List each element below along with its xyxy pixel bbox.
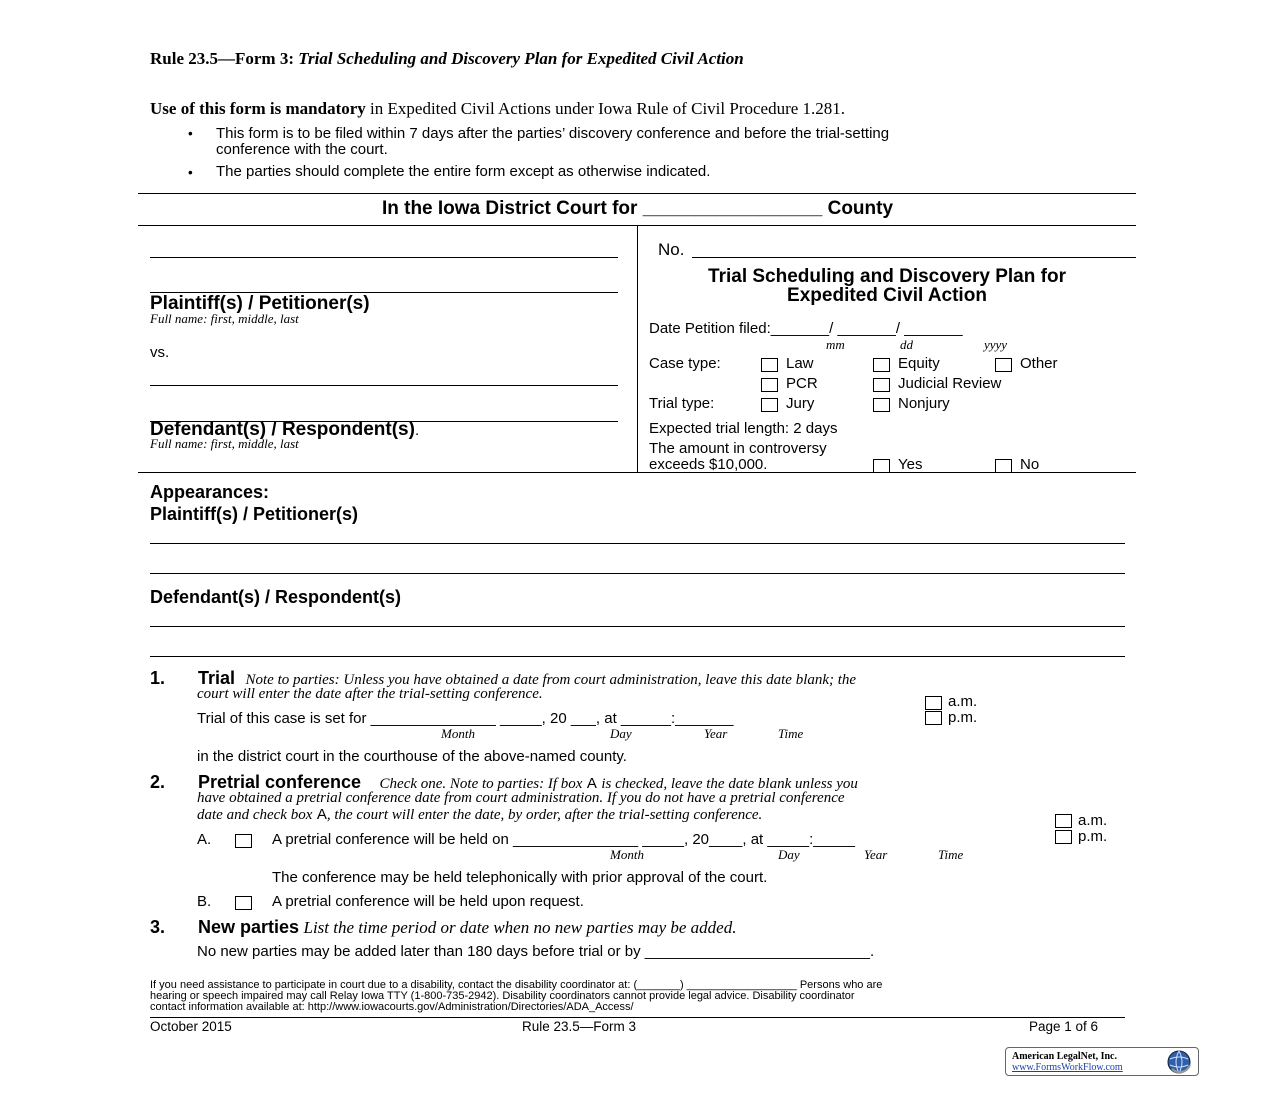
date-dd-label: dd [900,337,913,352]
pretrial-option-a-checkbox[interactable] [235,834,252,848]
trial-year-label: Year [704,726,728,741]
versus: vs. [150,344,170,361]
new-parties-line[interactable]: No new parties may be added later than 180 days before trial or by ___________________________. [197,943,875,960]
controversy-no-checkbox[interactable] [995,459,1012,473]
pretrial-am-checkbox[interactable] [1055,814,1072,828]
trial-pm-checkbox[interactable] [925,711,942,725]
pretrial-option-b-checkbox[interactable] [235,896,252,910]
pretrial-am: a.m. [1078,812,1108,829]
pretrial-day-label: Day [778,847,800,862]
mandatory-rest: in Expedited Civil Actions under Iowa Rule of Civil Procedure 1.281. [370,99,846,118]
trial-type-nonjury-checkbox[interactable] [873,398,890,412]
plaintiff-fullname-hint: Full name: first, middle, last [150,311,299,326]
bullet-1-line-2: conference with the court. [216,141,388,158]
court-prefix: In the Iowa District Court for [381,198,638,219]
new-parties-note: List the time period or date when no new parties may be added. [303,918,737,937]
appearances-title: Appearances: [150,482,270,502]
logo-name: American LegalNet, Inc. [1012,1051,1117,1062]
trial-note-2: court will enter the date after the trial-setting conference. [197,686,543,702]
logo-url[interactable]: www.FormsWorkFlow.com [1012,1062,1123,1073]
disability-line-2: hearing or speech impaired may call Relay Iowa TTY (1-800-735-2942). Disability coordinators cannot provide legal advice. Disability coordinator [150,990,855,1002]
disability-line-3: contact information available at: http://www.iowacourts.gov/Administration/Directories/ADA_Access/ [150,1001,634,1013]
mandatory-notice [150,99,845,119]
appearance-plaintiff-line-2[interactable] [150,573,1125,574]
trial-date-line[interactable]: Trial of this case is set for _______________ _____, 20 ___, at ______:_______ [197,710,734,727]
pretrial-year-label: Year [864,847,888,862]
date-mm-label: mm [826,337,845,352]
expected-trial-length: Expected trial length: 2 days [649,420,838,437]
form-header [150,49,744,69]
controversy-line-2: exceeds $10,000. [649,456,768,473]
case-type-pcr: PCR [786,375,818,392]
trial-am-checkbox[interactable] [925,696,942,710]
bullet-icon: • [188,126,193,141]
pretrial-note-3-box-a: A [316,806,327,823]
pretrial-note-box-a: A [586,775,597,792]
appearance-defendant-line-2[interactable] [150,656,1125,657]
county-field[interactable]: _________________ [642,198,823,219]
trial-number: 1. [150,668,166,688]
trial-day-label: Day [610,726,632,741]
defendant-name-line-1[interactable] [150,385,618,386]
case-type-judicial-review-checkbox[interactable] [873,378,890,392]
appearance-defendant-line-1[interactable] [150,626,1125,627]
case-type-judicial-review: Judicial Review [898,375,1002,392]
date-yyyy-label: yyyy [984,337,1008,352]
case-number-label: No. [658,240,685,259]
new-parties-number: 3. [150,917,166,937]
defendant-label-text: Defendant(s) / Respondent(s) [150,419,415,440]
caption-bottom-rule [138,472,1136,473]
case-type-other: Other [1020,355,1058,372]
case-type-equity-checkbox[interactable] [873,358,890,372]
trial-note-1: Note to parties: Unless you have obtained a date from court administration, leave this date blank; the [245,672,857,688]
footer-form: Rule 23.5—Form 3 [522,1019,637,1034]
appearance-plaintiff-line-1[interactable] [150,543,1125,544]
caption-divider [637,226,638,473]
plaintiff-name-line-1[interactable] [150,257,618,258]
footer-date: October 2015 [150,1019,232,1034]
case-type-law-checkbox[interactable] [761,358,778,372]
footer-rule [150,1017,1125,1018]
case-type-law: Law [786,355,814,372]
pretrial-note-1b: is checked, leave the date blank unless you [601,776,858,792]
pretrial-pm: p.m. [1078,828,1108,845]
appearances-defendant: Defendant(s) / Respondent(s) [150,587,402,607]
controversy-no: No [1020,456,1040,473]
trial-type-jury-checkbox[interactable] [761,398,778,412]
date-petition-filed[interactable]: Date Petition filed:_______/ _______/ _______ [649,320,963,337]
case-number-field[interactable] [692,257,1136,258]
pretrial-option-a-text[interactable]: A pretrial conference will be held on _______________ _____, 20____, at _____:_____ [272,831,855,848]
bullet-1-line-1: This form is to be filed within 7 days after the parties’ discovery conference and before the trial-setting [216,125,890,142]
pretrial-note-3a: date and check box [197,807,313,823]
case-type-label: Case type: [649,355,721,372]
defendant-fullname-hint: Full name: first, middle, last [150,436,299,451]
bullet-icon: • [188,165,193,180]
american-legalnet-logo[interactable] [1005,1047,1199,1076]
case-type-pcr-checkbox[interactable] [761,378,778,392]
case-type-equity: Equity [898,355,940,372]
pretrial-option-a-letter: A. [197,831,212,848]
pretrial-title: Pretrial conference [198,772,362,792]
trial-title: Trial [198,668,236,688]
defendant-period: . [414,422,420,439]
pretrial-number: 2. [150,772,166,792]
globe-icon [1166,1049,1192,1075]
caption-top-rule [138,193,1136,194]
pretrial-note-3b: , the court will enter the date, by order, after the trial-setting conference. [326,807,763,823]
trial-month-label: Month [441,726,475,741]
trial-time-label: Time [778,726,804,741]
pretrial-month-label: Month [610,847,644,862]
trial-type-nonjury: Nonjury [898,395,950,412]
bullet-2-line-1: The parties should complete the entire form except as otherwise indicated. [216,163,711,180]
footer-page: Page 1 of 6 [1029,1019,1099,1034]
court-heading [0,198,1275,220]
trial-location: in the district court in the courthouse of the above-named county. [197,748,627,765]
pretrial-note-3 [197,806,762,824]
trial-type-label: Trial type: [649,395,715,412]
case-type-other-checkbox[interactable] [995,358,1012,372]
pretrial-telephonic: The conference may be held telephonically with prior approval of the court. [272,869,768,886]
pretrial-time-label: Time [938,847,964,862]
controversy-yes-checkbox[interactable] [873,459,890,473]
pretrial-pm-checkbox[interactable] [1055,830,1072,844]
rule-title: Trial Scheduling and Discovery Plan for Expedited Civil Action [298,49,744,68]
trial-am: a.m. [948,693,978,710]
new-parties-title: New parties [198,917,300,937]
trial-pm: p.m. [948,709,978,726]
disability-line-1: If you need assistance to participate in court due to a disability, contact the disability coordinator at: (_______) __________________ Persons who are [150,979,883,991]
trial-type-jury: Jury [786,395,815,412]
controversy-yes: Yes [898,456,923,473]
rule-label: Rule 23.5—Form 3: [150,49,295,68]
controversy-line-1: The amount in controversy [649,440,827,457]
new-parties-heading [198,917,736,938]
form-title-2: Expedited Civil Action [787,285,987,306]
mandatory-bold: Use of this form is mandatory [150,99,366,118]
pretrial-note-1: Check one. Note to parties: If box [379,776,583,792]
pretrial-option-b-text: A pretrial conference will be held upon request. [272,893,584,910]
pretrial-option-b-letter: B. [197,893,212,910]
form-title-1: Trial Scheduling and Discovery Plan for [708,266,1066,287]
court-suffix: County [827,198,894,219]
appearances-plaintiff: Plaintiff(s) / Petitioner(s) [150,504,359,524]
plaintiff-label: Plaintiff(s) / Petitioner(s) [150,293,370,314]
pretrial-note-2: have obtained a pretrial conference date from court administration. If you do not have a pretrial conference [197,790,845,806]
